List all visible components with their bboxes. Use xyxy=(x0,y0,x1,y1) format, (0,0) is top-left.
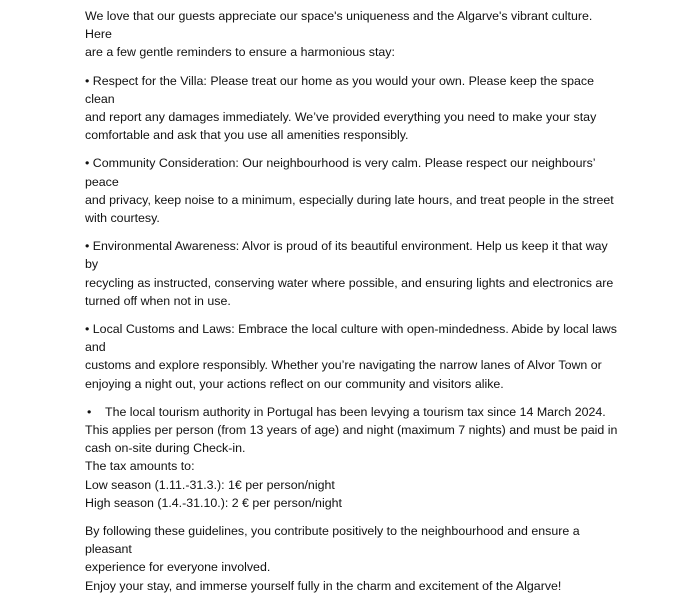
text-line: and report any damages immediately. We’ve provided everything you need to make your stay xyxy=(85,110,597,125)
text-line: with courtesy. xyxy=(85,211,160,226)
respect-villa-paragraph xyxy=(85,72,620,145)
text-line: turned off when not in use. xyxy=(85,293,231,308)
text-line: The local tourism authority in Portugal has been levying a tourism tax since 14 March 2024. xyxy=(105,404,606,419)
text-line: are a few gentle reminders to ensure a harmonious stay: xyxy=(85,45,395,60)
text-line: customs and explore responsibly. Whether you’re navigating the narrow lanes of Alvor Town or xyxy=(85,358,602,373)
house-rules-document xyxy=(85,7,620,595)
community-consideration-paragraph xyxy=(85,154,620,227)
closing-paragraph xyxy=(85,522,620,595)
tax-first-line xyxy=(85,403,620,421)
text-line: experience for everyone involved. xyxy=(85,560,271,575)
text-line: By following these guidelines, you contribute positively to the neighbourhood and ensure a pleasant xyxy=(85,524,580,557)
text-line: Enjoy your stay, and immerse yourself fully in the charm and excitement of the Algarve! xyxy=(85,578,562,593)
text-line: We love that our guests appreciate our space's uniqueness and the Algarve's vibrant culture. Here xyxy=(85,9,593,42)
text-line: and privacy, keep noise to a minimum, especially during late hours, and treat people in the street xyxy=(85,192,614,207)
local-customs-paragraph xyxy=(85,320,620,393)
text-line: This applies per person (from 13 years of age) and night (maximum 7 nights) and must be paid in xyxy=(85,423,618,438)
high-season-rate: High season (1.4.-31.10.): 2 € per person/night xyxy=(85,495,342,510)
bullet-icon: • xyxy=(87,404,92,419)
tourism-tax-paragraph xyxy=(85,403,620,512)
environmental-awareness-paragraph xyxy=(85,237,620,310)
text-line: comfortable and ask that you use all amenities responsibly. xyxy=(85,128,409,143)
low-season-rate: Low season (1.11.-31.3.): 1€ per person/night xyxy=(85,477,335,492)
text-line: • Community Consideration: Our neighbourhood is very calm. Please respect our neighbours’ peace xyxy=(85,156,596,189)
text-line: • Local Customs and Laws: Embrace the local culture with open-mindedness. Abide by local laws and xyxy=(85,322,617,355)
text-line: The tax amounts to: xyxy=(85,459,195,474)
text-line: cash on-site during Check-in. xyxy=(85,441,246,456)
text-line: • Respect for the Villa: Please treat our home as you would your own. Please keep the space clean xyxy=(85,73,594,106)
text-line: recycling as instructed, conserving water where possible, and ensuring lights and electronics are xyxy=(85,275,614,290)
intro-paragraph xyxy=(85,7,620,62)
text-line: enjoying a night out, your actions reflect on our community and visitors alike. xyxy=(85,376,504,391)
text-line: • Environmental Awareness: Alvor is proud of its beautiful environment. Help us keep it that way by xyxy=(85,239,608,272)
